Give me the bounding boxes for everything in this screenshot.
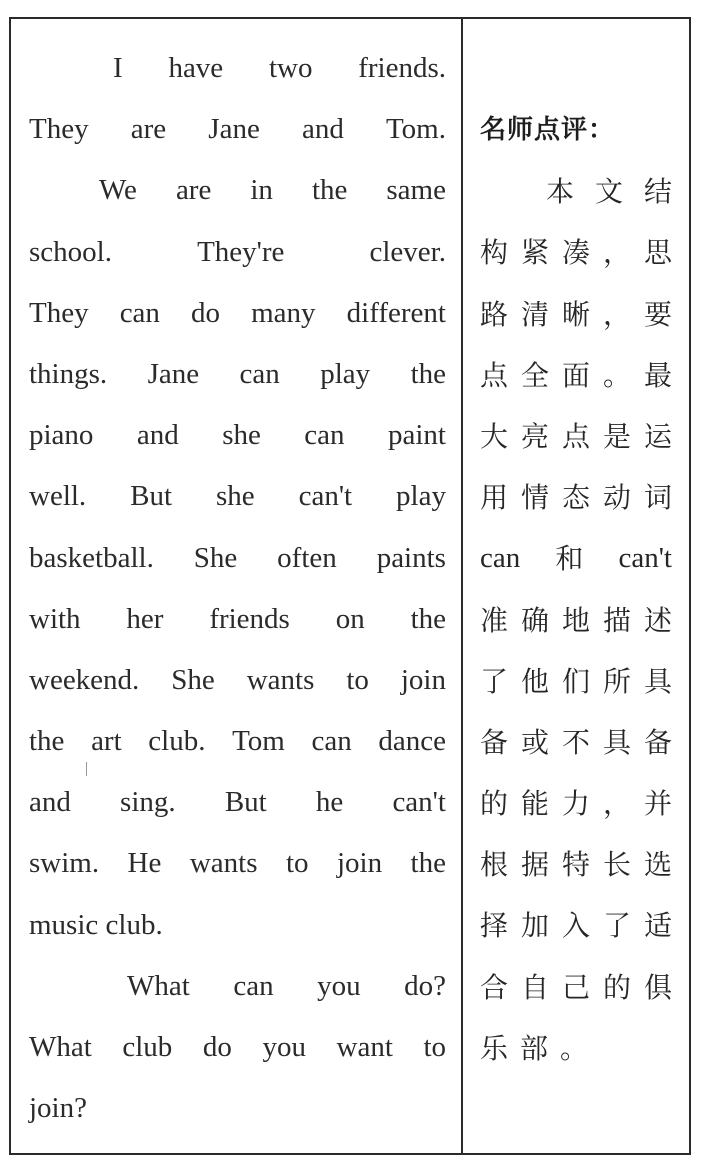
essay-word: What — [127, 969, 190, 1002]
essay-word: paint — [387, 419, 446, 452]
essay-word: He — [127, 847, 162, 880]
comment-char: 结 — [643, 175, 672, 209]
essay-word: he — [315, 786, 344, 819]
essay-word: They — [29, 113, 89, 146]
comment-char: 俱 — [643, 970, 672, 1004]
essay-word: friends. — [358, 52, 446, 84]
essay-word: wants — [246, 663, 315, 696]
comment-char: 面 — [561, 358, 590, 392]
comment-char: can't — [618, 542, 672, 575]
comment-line — [480, 651, 672, 712]
essay-word: join? — [29, 1092, 87, 1125]
essay-word: can — [311, 725, 352, 758]
comment-char: 动 — [602, 481, 631, 515]
comment-char: 词 — [643, 481, 672, 515]
comment-char: 部 — [520, 1031, 549, 1065]
essay-word: Tom. — [385, 113, 446, 146]
essay-word: sing. — [120, 786, 176, 819]
essay-word: Jane — [147, 357, 200, 390]
essay-word: basketball. — [29, 541, 154, 574]
essay-line — [29, 650, 446, 711]
essay-word: She — [171, 663, 215, 696]
comment-char: 和 — [555, 542, 584, 576]
essay-line — [29, 222, 446, 283]
essay-word: the — [410, 357, 446, 390]
essay-word: I — [113, 52, 123, 84]
essay-word: paints — [376, 541, 446, 574]
comment-char: ， — [602, 236, 631, 270]
essay-line — [29, 466, 446, 527]
essay-word: things. — [29, 357, 108, 390]
comment-char: 最 — [643, 358, 672, 392]
comment-line — [480, 467, 672, 528]
comment-line — [480, 222, 672, 283]
essay-word: and — [301, 113, 344, 146]
essay-word: her — [126, 602, 164, 635]
comment-line — [480, 590, 672, 651]
essay-word: do — [191, 296, 221, 329]
comment-line — [480, 528, 672, 589]
comment-char: can — [480, 542, 521, 575]
column-divider — [461, 17, 463, 1155]
essay-word: want — [336, 1031, 393, 1063]
essay-word: in — [250, 174, 273, 207]
essay-word: two — [268, 52, 313, 84]
comment-title: 名师点评： — [480, 115, 616, 145]
comment-char: 具 — [643, 664, 672, 698]
essay-word: can't — [298, 480, 353, 513]
essay-word: They — [29, 296, 89, 329]
comment-char: 合 — [480, 970, 509, 1004]
essay-line — [29, 344, 446, 405]
comment-line — [480, 345, 672, 406]
comment-char: 路 — [480, 297, 509, 331]
essay-word: are — [130, 113, 167, 146]
comment-char: 晰 — [561, 297, 590, 331]
comment-char: 是 — [602, 419, 631, 453]
comment-char: 运 — [643, 419, 672, 453]
essay-word: to — [423, 1031, 446, 1063]
essay-word: do? — [404, 969, 446, 1002]
essay-line — [29, 711, 446, 772]
essay-word: to — [346, 663, 369, 696]
comment-char: 长 — [602, 848, 631, 882]
essay-word: friends — [209, 602, 290, 635]
comment-char: 。 — [602, 358, 631, 392]
essay-word: wants — [189, 847, 258, 880]
comment-char: 用 — [480, 481, 509, 515]
essay-line — [29, 895, 446, 956]
comment-line — [480, 161, 672, 222]
comment-char: 备 — [480, 725, 509, 759]
essay-word: We — [99, 174, 137, 207]
comment-char: 点 — [480, 358, 509, 392]
comment-char: ， — [602, 787, 631, 821]
comment-char: 文 — [594, 175, 623, 209]
essay-line — [29, 283, 446, 344]
essay-word: she — [215, 480, 255, 513]
comment-char: 能 — [520, 787, 549, 821]
comment-char: 情 — [520, 481, 549, 515]
comment-char: 力 — [561, 787, 590, 821]
essay-word: can't — [392, 786, 446, 819]
essay-word: well. — [29, 480, 87, 513]
comment-char: 亮 — [520, 419, 549, 453]
essay-word: weekend. — [29, 663, 140, 696]
essay-word: can — [233, 969, 274, 1002]
comment-char: 准 — [480, 603, 509, 637]
essay-word: join — [336, 847, 383, 880]
essay-word: and — [136, 419, 179, 452]
essay-word: What — [29, 1031, 92, 1063]
essay-word: club. — [105, 908, 163, 941]
comment-char: 大 — [480, 419, 509, 453]
comment-line — [480, 284, 672, 345]
comment-char: 他 — [520, 664, 549, 698]
comment-char: 的 — [602, 970, 631, 1004]
essay-line — [29, 528, 446, 589]
comment-char: 自 — [520, 970, 549, 1004]
essay-word: many — [251, 296, 316, 329]
comment-char: 特 — [561, 848, 590, 882]
essay-word: with — [29, 602, 81, 635]
comment-char: ， — [602, 297, 631, 331]
essay-word: But — [224, 786, 267, 819]
comment-char: 清 — [520, 297, 549, 331]
comment-char: 述 — [643, 603, 672, 637]
comment-char: 们 — [561, 664, 590, 698]
essay-word: you — [262, 1031, 306, 1063]
essay-word: same — [386, 174, 446, 207]
essay-word: music — [29, 908, 99, 941]
essay-word: on — [335, 602, 365, 635]
comment-line — [480, 1018, 672, 1079]
essay-word: play — [320, 357, 371, 390]
essay-word: can — [304, 419, 345, 452]
comment-char: 地 — [561, 603, 590, 637]
comment-char: 加 — [520, 909, 549, 943]
essay-word: join — [400, 663, 446, 696]
comment-char: 紧 — [520, 236, 549, 270]
comment-line — [480, 406, 672, 467]
comment-line — [480, 957, 672, 1018]
comment-char: 本 — [546, 175, 575, 209]
comment-char: 乐 — [480, 1031, 509, 1065]
comment-char: 了 — [480, 664, 509, 698]
scan-mark — [86, 762, 87, 776]
essay-line — [29, 589, 446, 650]
essay-word: clever. — [369, 235, 446, 268]
essay-word: club — [122, 1031, 173, 1063]
comment-char: 具 — [602, 725, 631, 759]
comment-char: 态 — [561, 481, 590, 515]
essay-word: the — [29, 725, 65, 758]
essay-word: But — [130, 480, 173, 513]
essay-word: dance — [378, 725, 446, 758]
comment-char: 的 — [480, 787, 509, 821]
essay-word: the — [311, 174, 348, 207]
essay-word: school. — [29, 235, 112, 268]
essay-word: do — [202, 1031, 232, 1063]
essay-word: can — [119, 296, 160, 329]
essay-line — [29, 772, 446, 833]
essay-word: play — [396, 480, 446, 513]
comment-char: 不 — [561, 725, 590, 759]
essay-line — [29, 956, 446, 1017]
essay-word: They're — [197, 235, 285, 268]
comment-line — [480, 895, 672, 956]
comment-column — [480, 100, 672, 1079]
comment-char: 入 — [561, 909, 590, 943]
essay-word: can — [239, 357, 280, 390]
essay-word: the — [410, 602, 446, 635]
essay-word: Jane — [208, 113, 260, 146]
comment-char: 根 — [480, 848, 509, 882]
comment-char: 择 — [480, 909, 509, 943]
essay-line — [29, 405, 446, 466]
essay-word: you — [317, 969, 361, 1002]
essay-line — [29, 38, 446, 99]
comment-char: 点 — [561, 419, 590, 453]
essay-word: often — [277, 541, 337, 574]
comment-line — [480, 773, 672, 834]
essay-line — [29, 833, 446, 894]
essay-word: and — [29, 786, 71, 819]
comment-char: 全 — [520, 358, 549, 392]
comment-line — [480, 712, 672, 773]
comment-line — [480, 834, 672, 895]
essay-word: have — [168, 52, 224, 84]
comment-body — [480, 161, 672, 1079]
comment-char: 适 — [643, 909, 672, 943]
comment-char: 所 — [602, 664, 631, 698]
essay-line — [29, 99, 446, 160]
essay-column — [29, 38, 446, 1139]
essay-word: swim. — [29, 847, 100, 880]
essay-line — [29, 1078, 446, 1139]
essay-word: the — [410, 847, 446, 880]
comment-char: 描 — [602, 603, 631, 637]
comment-char: 或 — [520, 725, 549, 759]
comment-char: 确 — [520, 603, 549, 637]
comment-char: 己 — [561, 970, 590, 1004]
essay-word: Tom — [232, 725, 285, 758]
essay-word: she — [222, 419, 261, 452]
comment-char: 要 — [643, 297, 672, 331]
comment-char: 并 — [643, 787, 672, 821]
essay-word: She — [193, 541, 238, 574]
essay-line — [29, 160, 446, 221]
essay-word: piano — [29, 419, 94, 452]
essay-line — [29, 1017, 446, 1078]
essay-word: are — [175, 174, 212, 207]
essay-word: to — [285, 847, 309, 880]
comment-char: 构 — [480, 236, 509, 270]
comment-char: 据 — [520, 848, 549, 882]
essay-word: art — [91, 725, 122, 758]
comment-char: 备 — [643, 725, 672, 759]
comment-char: 。 — [560, 1031, 589, 1065]
essay-word: different — [346, 296, 446, 329]
essay-word: club. — [148, 725, 206, 758]
comment-char: 凑 — [561, 236, 590, 270]
comment-char: 了 — [602, 909, 631, 943]
comment-char: 思 — [643, 236, 672, 270]
comment-char: 选 — [643, 848, 672, 882]
